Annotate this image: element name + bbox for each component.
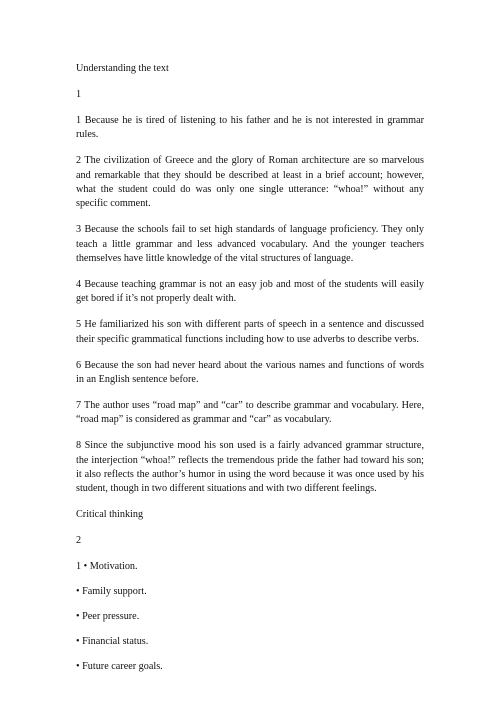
factor-item-future-career-goals: • Future career goals. xyxy=(76,660,163,672)
section-number-1: 1 xyxy=(76,88,82,100)
section-number-2: 2 xyxy=(76,535,82,547)
answer-item-6: 6 Because the son had never heard about the various names and functions of words in an English sentence before. xyxy=(76,359,424,385)
answer-item-3: 3 Because the schools fail to set high standards of language proficiency. They only teach a little grammar and less advanced vocabulary. And the younger teachers themselves have little knowledge of the vital structures of language. xyxy=(76,224,424,265)
factor-item-financial-status: • Financial status. xyxy=(76,635,149,647)
section-heading-critical-thinking: Critical thinking xyxy=(76,509,144,521)
factor-item-peer-pressure: • Peer pressure. xyxy=(76,610,140,622)
answer-item-4: 4 Because teaching grammar is not an easy job and most of the students will easily get bored if it’s not properly dealt with. xyxy=(76,278,424,305)
section-heading-understanding: Understanding the text xyxy=(76,63,169,74)
answer-item-5: 5 He familiarized his son with different parts of speech in a sentence and discussed their specific grammatical functions including how to use adverbs to describe verbs. xyxy=(76,319,424,345)
answer-item-2: 2 The civilization of Greece and the glory of Roman architecture are so marvelous and remarkable that they should be described at least in a brief account; however, what the student could do was only one single utterance: “whoa!” without any specific comment. xyxy=(76,155,424,210)
factor-item-family-support: • Family support. xyxy=(76,586,147,598)
document-page xyxy=(76,62,424,685)
answer-item-8: 8 Since the subjunctive mood his son used is a fairly advanced grammar structure, the interjection “whoa!” reflects the tremendous pride the father had toward his son; it also reflects the author’s humor in using the word because it was once used by his student, though in two different situations and with two different feelings. xyxy=(76,440,424,495)
answer-item-1: 1 Because he is tired of listening to his father and he is not interested in grammar rules. xyxy=(76,114,424,141)
factor-item-motivation: 1 • Motivation. xyxy=(76,561,138,573)
answer-item-7: 7 The author uses “road map” and “car” to describe grammar and vocabulary. Here, “road map” is considered as grammar and “car” as vocabulary. xyxy=(76,399,424,426)
